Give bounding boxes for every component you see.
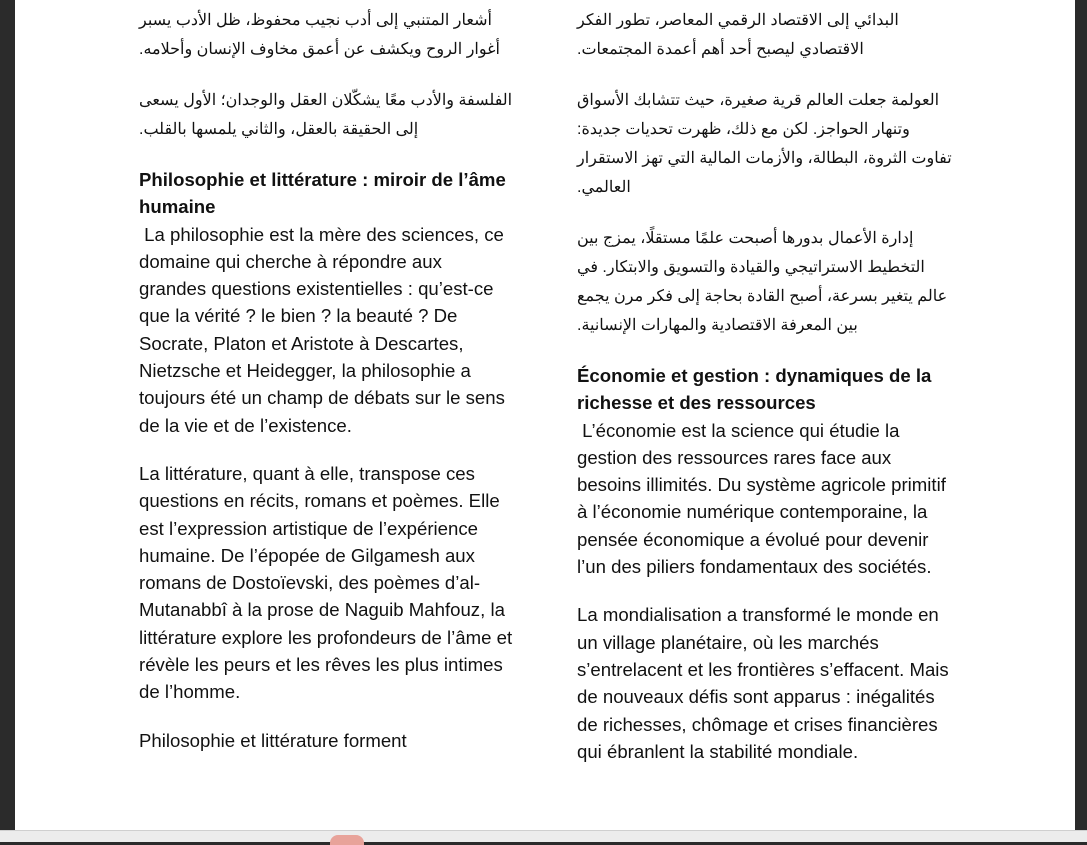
- arabic-paragraph: إدارة الأعمال بدورها أصبحت علمًا مستقلًا، يمزج بين التخطيط الاستراتيجي والقيادة والتسويق والابتكار. في عالم يتغير بسرعة، أصبح القادة بحاجة إلى فكر مرن يجمع بين المعرفة الاقتصادية والمهارات الإنسانية.: [577, 230, 948, 334]
- paragraph: Philosophie et littérature forment: [139, 729, 407, 751]
- left-column: [139, 6, 514, 775]
- paragraph: La philosophie est la mère des sciences, ce domaine qui cherche à répondre aux grandes questions existentielles : qu’est-ce que la vérité ? le bien ? la beauté ? De Socrate, Platon et Aristote à Descartes, Nietzsche et Heidegger, la philosophie a toujours été un champ de débats sur le sens de la vie et de l’existence.: [139, 223, 511, 436]
- document-page: [15, 0, 1075, 830]
- paragraph: La littérature, quant à elle, transpose ces questions en récits, romans et poèmes. Elle est l’expression artistique de l’expérience humaine. De l’épopée de Gilgamesh aux romans de Dostoïevski, des poèmes d’al-Mutanabbî à la prose de Naguib Mahfouz, la littérature explore les profondeurs de l’âme et révèle les peurs et les rêves les plus intimes de l’homme.: [139, 462, 513, 703]
- right-column: [577, 6, 952, 786]
- paragraph: La mondialisation a transformé le monde en un village planétaire, où les marchés s’entrelacent et les frontières s’effacent. Mais de nouveaux défis sont apparus : inégalités de richesses, chômage et crises financières qui ébranlent la stabilité mondiale.: [577, 604, 949, 762]
- section-heading: Économie et gestion : dynamiques de la richesse et des ressources: [577, 365, 932, 414]
- section-heading: Philosophie et littérature : miroir de l’âme humaine: [139, 169, 506, 218]
- bottom-toolbar: [0, 830, 1087, 842]
- arabic-paragraph: العولمة جعلت العالم قرية صغيرة، حيث تتشابك الأسواق وتنهار الحواجز. لكن مع ذلك، ظهرت تحديات جديدة: تفاوت الثروة، البطالة، والأزمات المالية التي تهز الاستقرار العالمي.: [577, 92, 952, 196]
- arabic-paragraph: البدائي إلى الاقتصاد الرقمي المعاصر، تطور الفكر الاقتصادي ليصبح أحد أهم أعمدة المجتمعات.: [577, 12, 899, 58]
- paragraph: L’économie est la science qui étudie la gestion des ressources rares face aux besoins illimités. Du système agricole primitif à l’économie numérique contemporaine, la pensée économique a évolué pour devenir l’un des piliers fondamentaux des sociétés.: [577, 419, 952, 578]
- arabic-paragraph: الفلسفة والأدب معًا يشكّلان العقل والوجدان؛ الأول يسعى إلى الحقيقة بالعقل، والثاني يلمسها بالقلب.: [139, 92, 513, 138]
- arabic-paragraph: أشعار المتنبي إلى أدب نجيب محفوظ، ظل الأدب يسبر أغوار الروح ويكشف عن أعمق مخاوف الإنسان وأحلامه.: [139, 12, 500, 58]
- record-button[interactable]: [330, 835, 364, 845]
